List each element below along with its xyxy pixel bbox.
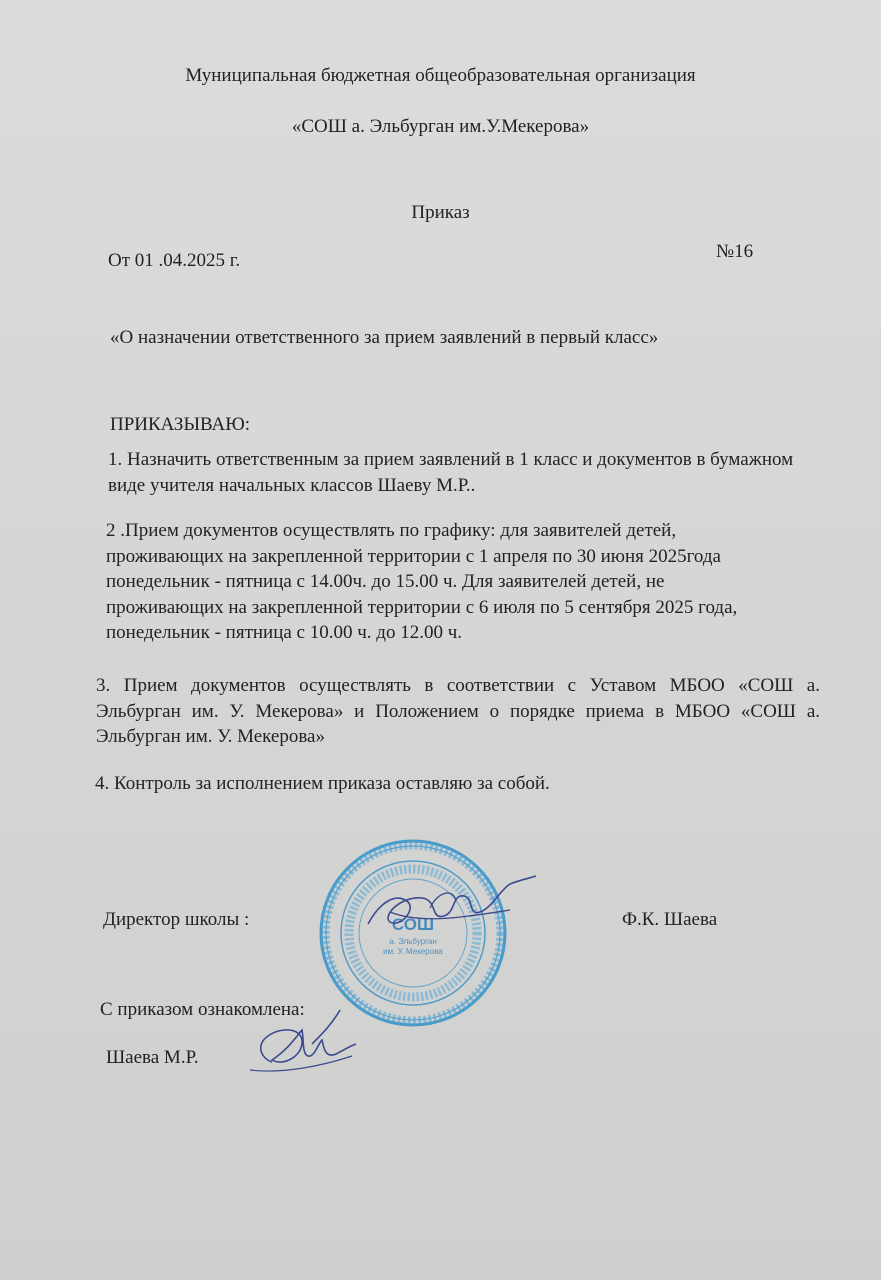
order-heading: ПРИКАЗЫВАЮ:: [110, 414, 251, 435]
acquainted-label: С приказом ознакомлена:: [100, 999, 305, 1020]
acquainted-name: Шаева М.Р.: [106, 1047, 199, 1068]
acquainted-signature: [242, 1004, 362, 1078]
svg-text:им. У. Мекерова: им. У. Мекерова: [383, 947, 443, 956]
doc-date: От 01 .04.2025 г.: [108, 250, 241, 271]
director-label: Директор школы :: [103, 909, 250, 930]
school-name: «СОШ а. Эльбурган им.У.Мекерова»: [291, 116, 590, 137]
org-name: Муниципальная бюджетная общеобразовательная организация: [185, 65, 696, 86]
director-signature: [360, 872, 550, 952]
svg-text:а. Эльбурган: а. Эльбурган: [389, 937, 437, 946]
svg-text:СОШ: СОШ: [391, 915, 435, 934]
director-name: Ф.К. Шаева: [622, 909, 718, 930]
order-item-3: 3. Прием документов осуществлять в соответствии с Уставом МБОО «СОШ а. Эльбурган им. У. Мекерова» и Положением о порядке приема в МБОО «СОШ а. Эльбурган им. У. Мекерова»: [96, 675, 820, 747]
doc-number: №16: [716, 241, 754, 262]
doc-subject: «О назначении ответственного за прием заявлений в первый класс»: [110, 327, 659, 348]
order-item-1: 1. Назначить ответственным за прием заявлений в 1 класс и документов в бумажном виде учителя начальных классов Шаеву М.Р..: [108, 449, 794, 496]
order-item-2: 2 .Прием документов осуществлять по графику: для заявителей детей, проживающих на закрепленной территории с 1 апреля по 30 июня 2025года понедельник - пятница с 14.00ч. до 15.00 ч. Для заявителей детей, не проживающих на закрепленной территории с 6 июля по 5 сентября 2025 года, понедельник - пятница с 10.00 ч. до 12.00 ч.: [106, 520, 738, 643]
doc-title: Приказ: [411, 202, 470, 223]
order-item-4: 4. Контроль за исполнением приказа оставляю за собой.: [95, 773, 550, 794]
